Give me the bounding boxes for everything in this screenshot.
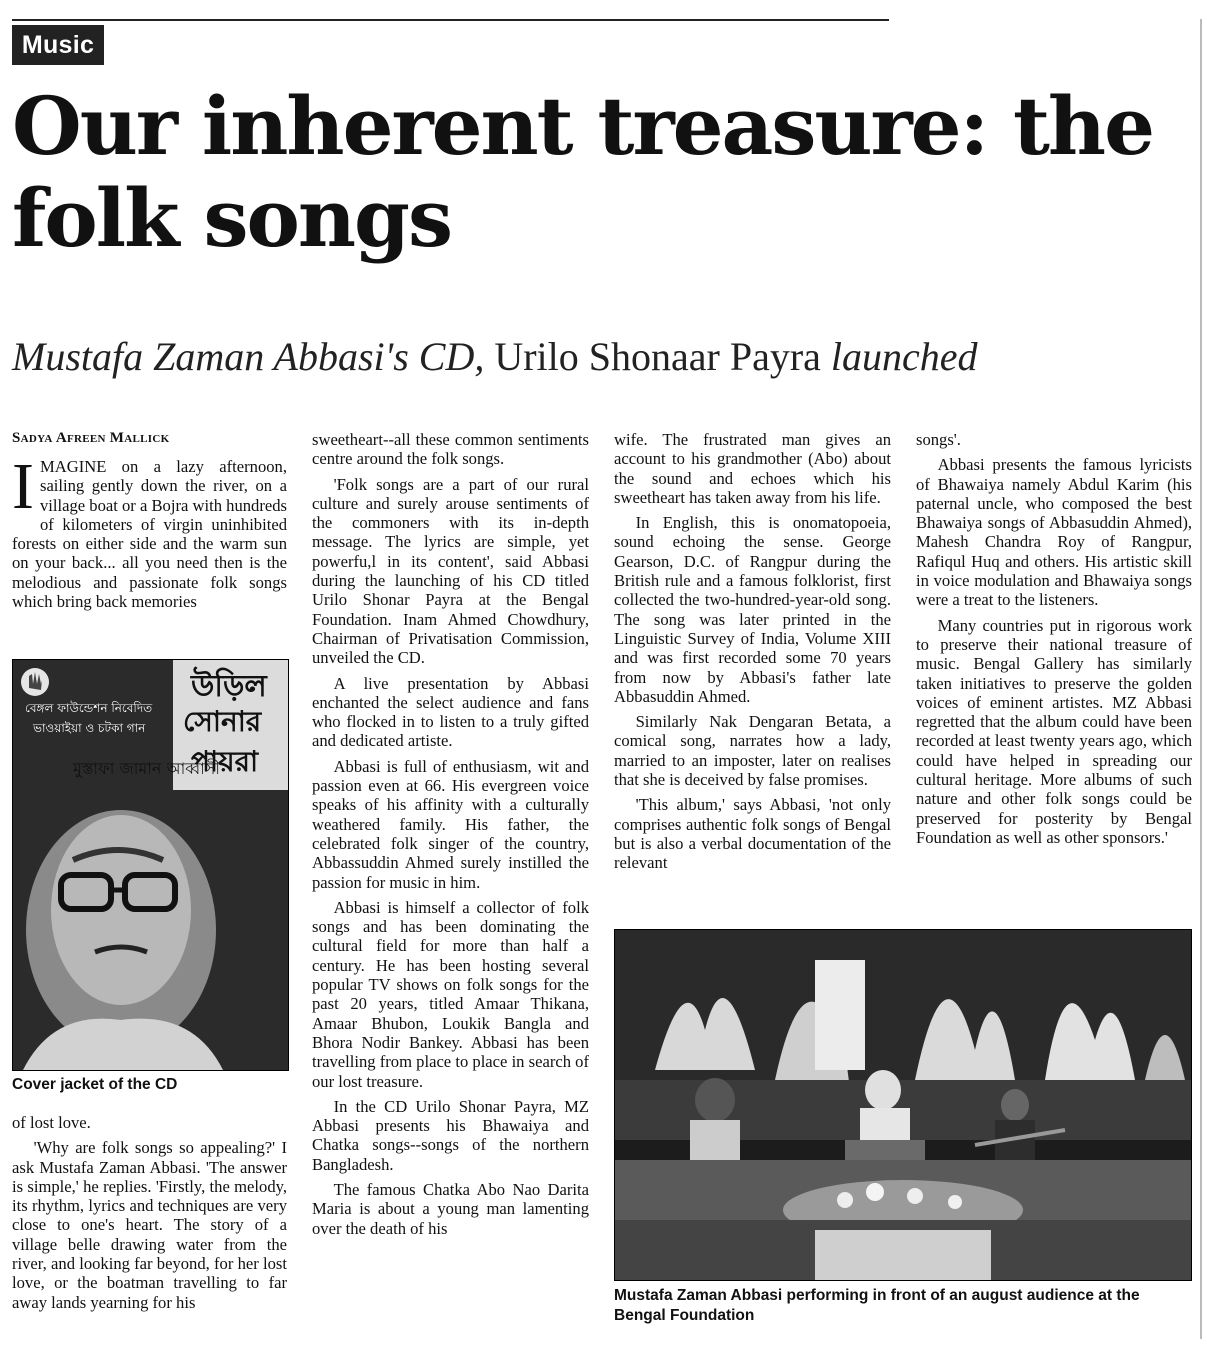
paragraph: In the CD Urilo Shonar Payra, MZ Abbasi presents his Bhawaiya and Chatka songs--songs of the northern Bangladesh. (312, 1096, 589, 1174)
subhead-part2: Urilo Shonaar Payra (494, 334, 821, 379)
subhead-part1: Mustafa Zaman Abbasi's CD, (12, 334, 485, 379)
paragraph: Similarly Nak Dengaran Betata, a comical song, narrates how a lady, married to an imposter, later on realises that she is deceived by false promises. (614, 712, 891, 790)
paragraph: Abbasi is full of enthusiasm, wit and passion even at 66. His evergreen voice speaks of his affinity with a culturally weathered family. His father, the celebrated folk singer of the country, Abbassuddin Ahmed surely instilled the passion for music in him. (312, 756, 589, 892)
byline: Sadya Afreen Mallick (12, 430, 170, 446)
intro-paragraph (12, 450, 287, 612)
paragraph: sweetheart--all these common sentiments centre around the folk songs. (312, 430, 589, 469)
article-column-2 (312, 430, 589, 1244)
right-rule (1200, 19, 1202, 1339)
intro-text: MAGINE on a lazy afternoon, sailing gently down the river, on a village boat or a Bojra with hundreds of kilometers of virgin uninhibited forests on either side and the warm sun on your back... all you need then is the melodious and passionate folk songs which bring back memories (12, 457, 287, 612)
paragraph: wife. The frustrated man gives an account to his grandmother (Abo) about the sound and echoes which his sweetheart has taken away from his life. (614, 430, 891, 507)
article-column-3 (614, 430, 891, 879)
cd-caption: Cover jacket of the CD (12, 1076, 178, 1093)
performance-caption: Mustafa Zaman Abbasi performing in front of an august audience at the Bengal Foundation (614, 1287, 1140, 1324)
section-tag: Music (12, 25, 104, 65)
paragraph: 'This album,' says Abbasi, 'not only comprises authentic folk songs of Bengal but is also a verbal documentation of the relevant (614, 795, 891, 873)
paragraph: A live presentation by Abbasi enchanted the select audience and fans who flocked in to listen to a truly gifted and dedicated artiste. (312, 673, 589, 751)
paragraph: songs'. (916, 430, 961, 449)
cd-presenter: বেঙ্গল ফাউন্ডেশন নিবেদিত (25, 701, 153, 715)
paragraph: 'Why are folk songs so appealing?' I ask Mustafa Zaman Abbasi. 'The answer is simple,' he replies. 'Firstly, the melody, its rhythm, lyrics and techniques are very close to one's heart. The story of a village belle drawing water from the river, and looking far beyond, for her lost love, or the boatman travelling to far away lands yearning for his (12, 1138, 287, 1312)
paragraph: Many countries put in rigorous work to preserve their national treasure of music. Bengal Gallery has similarly taken initiatives to preserve the golden voices of eminent artistes. MZ Abbasi regretted that the album could have been recorded at least twenty years ago, which could have helped in spreading our cultural heritage. More albums of such nature and other folk songs could be preserved for posterity by Bengal Foundation as well as other sponsors.' (916, 615, 1192, 847)
headline: Our inherent treasure: the folk songs (12, 79, 1153, 265)
cd-cover-image (12, 659, 289, 1071)
top-rule (12, 19, 889, 21)
cd-title-line1: উড়িল (191, 669, 267, 704)
article-column-1-top (12, 450, 287, 617)
subhead (12, 332, 1192, 382)
paragraph: In English, this is onomatopoeia, sound echoing the sense. George Gearson, D.C. of Rangpur during the British rule and a famous folklorist, first collected the two-hundred-year-old song. The song was later printed in the Linguistic Survey of India, Volume XIII and was first recorded some 70 years from now by Abbasi's father late Abbasuddin Ahmed. (614, 513, 891, 706)
dropcap: I (12, 450, 34, 523)
performance-photo (614, 929, 1192, 1281)
paragraph: 'Folk songs are a part of our rural culture and surely arouse sentiments of the commoners with its in-depth message. The lyrics are simple, yet powerfu,l in its content', said Abbasi during the launching of his CD titled Urilo Shonar Payra at the Bengal Foundation. Inam Ahmed Chowdhury, Chairman of Privatisation Commission, unveiled the CD. (312, 474, 589, 668)
cd-title-line2: সোনার (183, 705, 262, 738)
cd-title-line3: পায়রা (191, 745, 259, 778)
subhead-part3: launched (830, 334, 978, 379)
cd-genre: ভাওয়াইয়া ও চটকা গান (33, 721, 146, 735)
performance-graphic (615, 930, 1191, 1280)
article-column-4 (916, 430, 1192, 853)
paragraph: Abbasi is himself a collector of folk songs and has been dominating the cultural field for more than half a century. He has been hosting several popular TV shows on folk songs for the past 20 years, titled Amaar Thikana, Amaar Bhubon, Loukik Bangla and Bhora Nodir Bankey. Abbasi has been travelling from place to place in search of our lost treasure. (312, 897, 589, 1091)
cd-artist: মুস্তাফা জামান আব্বাসী (73, 759, 220, 778)
paragraph: Abbasi presents the famous lyricists of Bhawaiya namely Abdul Karim (his paternal uncle, who composed the best Bhawaiya songs of Abbasuddin Ahmed), Mahesh Chandra Roy of Rangpur, Rafiqul Huq and others. His artistic skill in voice modulation and Bhawaiya songs were a treat to the listeners. (916, 455, 1192, 610)
paragraph: The famous Chatka Abo Nao Darita Maria is about a young man lamenting over the death of his (312, 1179, 589, 1238)
article-column-1-bottom (12, 1113, 287, 1318)
paragraph: of lost love. (12, 1113, 91, 1132)
